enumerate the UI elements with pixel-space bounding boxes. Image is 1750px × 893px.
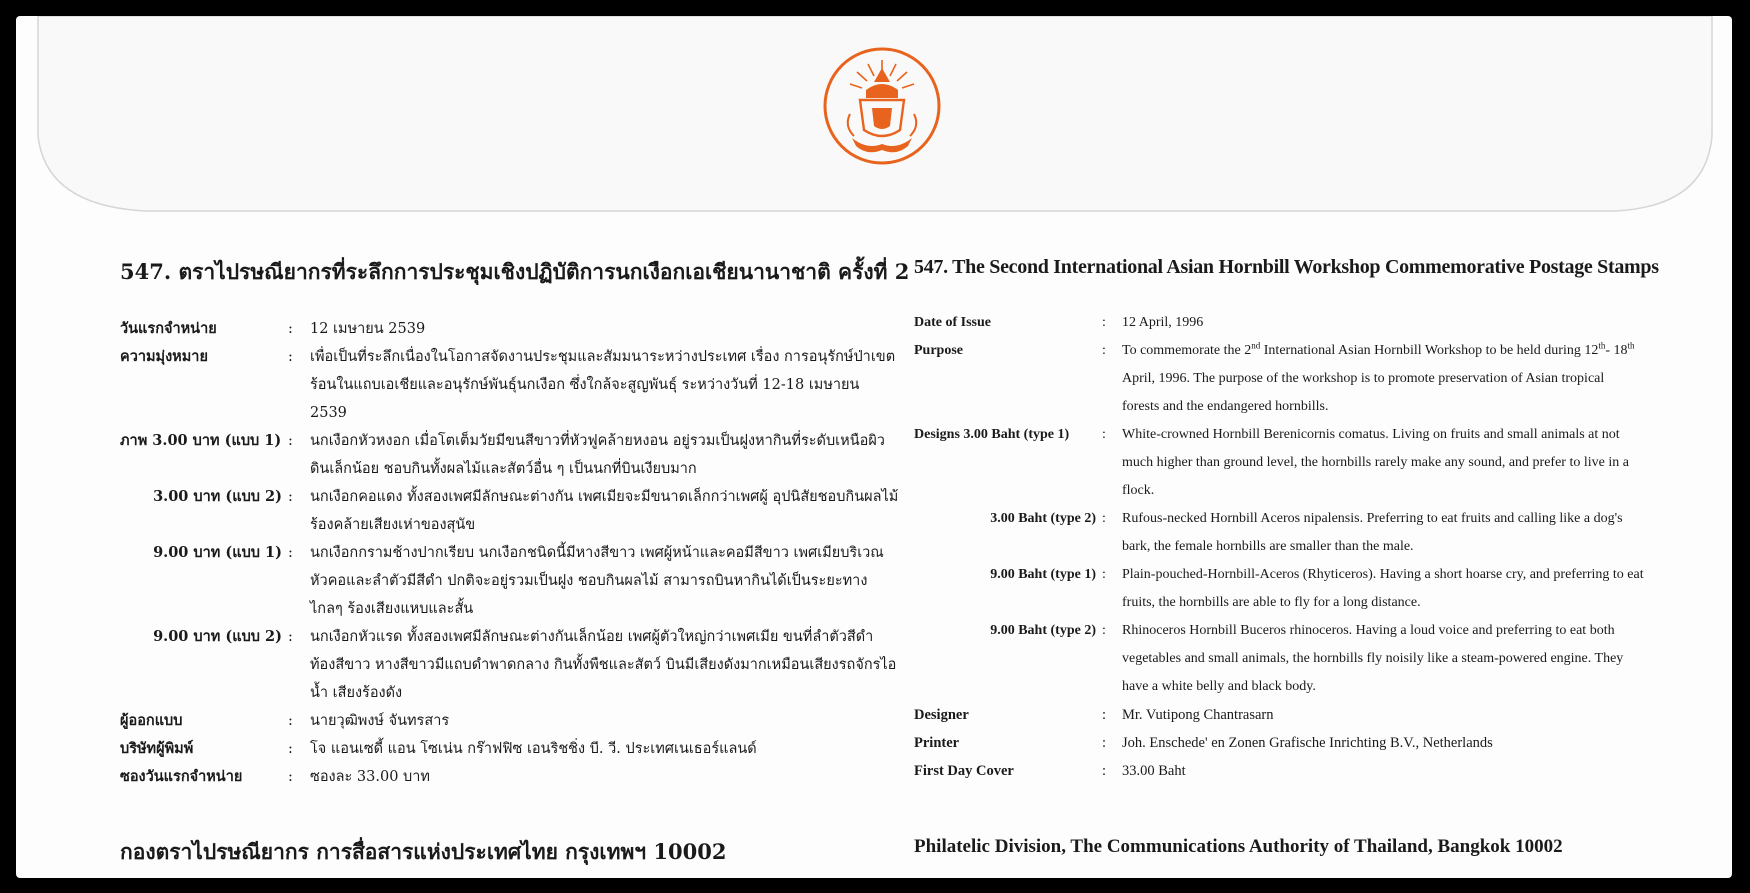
thai-row-designer <box>120 707 900 735</box>
thai-label: ซองวันแรกจำหน่าย <box>120 768 243 785</box>
en-value: 12 April, 1996 <box>1122 315 1204 330</box>
en-value: Rufous-necked Hornbill Aceros nipalensis. Preferring to eat fruits and calling like a dog's bark, the female hornbills are smaller than the male. <box>1122 511 1623 554</box>
thai-label: วันแรกจำหน่าย <box>120 320 217 337</box>
thai-value: โจ แอนเซดี้ แอน โซเน่น กร๊าฟฟิซ เอนริชชิ่ง บี. วี. ประเทศเนเธอร์แลนด์ <box>310 741 757 757</box>
en-label: Printer <box>914 735 960 751</box>
en-row-design-1 <box>914 421 1644 505</box>
thai-label: ผู้ออกแบบ <box>120 712 183 729</box>
english-footer: Philatelic Division, The Communications Authority of Thailand, Bangkok 10002 <box>914 836 1563 857</box>
colon: : <box>1102 343 1106 358</box>
purpose-text: International Asian Hornbill Workshop to be held during 12 <box>1260 343 1599 358</box>
thai-label: 9.00 บาท (แบบ 1) <box>153 544 282 561</box>
thai-label: บริษัทผู้พิมพ์ <box>120 740 194 757</box>
thai-value: ซองละ 33.00 บาท <box>310 769 430 785</box>
thai-row-design-1 <box>120 427 900 483</box>
colon: : <box>288 433 293 449</box>
royal-emblem-icon <box>822 46 942 166</box>
thai-value: นกเงือกหัวหงอก เมื่อโตเต็มวัยมีขนสีขาวที่หัวฟูคล้ายหงอน อยู่รวมเป็นฝูงหากินที่ระดับเหนือผิวดินเล็กน้อย ชอบกินทั้งผลไม้และสัตว์อื่น ๆ เป็นนกที่บินเงียบมาก <box>310 433 885 477</box>
en-row-fdc <box>914 757 1644 785</box>
thai-value: นายวุฒิพงษ์ จันทรสาร <box>310 713 450 729</box>
envelope-back <box>16 16 1732 878</box>
en-row-design-3 <box>914 561 1644 617</box>
en-label: 9.00 Baht (type 1) <box>990 567 1096 582</box>
purpose-sup: nd <box>1251 340 1261 351</box>
thai-row-purpose <box>120 343 900 427</box>
colon: : <box>1102 763 1107 779</box>
thai-row-design-3 <box>120 539 900 623</box>
colon: : <box>1102 315 1106 330</box>
thai-value: นกเงือกกรามช้างปากเรียบ นกเงือกชนิดนี้มีหางสีขาว เพศผู้หน้าและคอมีสีขาว เพศเมียบริเวณหัวคอและลำตัวมีสีดำ ปกติจะอยู่รวมเป็นฝูง ชอบกินผลไม้ สามารถบินหากินได้เป็นระยะทางไกลๆ ร้องเสียงแหบและสั้น <box>310 545 884 617</box>
en-value: Mr. Vutipong Chantrasarn <box>1122 707 1274 723</box>
en-value: 33.00 Baht <box>1122 763 1186 779</box>
thai-row-design-2 <box>120 483 900 539</box>
colon: : <box>1102 623 1106 638</box>
thai-row-issue-date <box>120 315 900 343</box>
colon: : <box>288 349 293 365</box>
purpose-text: April, 1996. The purpose of the workshop is to promote preservation of Asian tropical forests and the endangered hornbills. <box>1122 371 1605 414</box>
colon: : <box>1102 707 1107 723</box>
en-row-design-4 <box>914 617 1644 701</box>
thai-footer: กองตราไปรษณียากร การสื่อสารแห่งประเทศไทย กรุงเทพฯ 10002 <box>120 839 727 864</box>
en-value: Rhinoceros Hornbill Buceros rhinoceros. Having a loud voice and preferring to eat both vegetables and small animals, the hornbills fly noisily like a steam-powered engine. They have a white belly and black body. <box>1122 623 1624 694</box>
en-label: 3.00 Baht (type 2) <box>990 511 1096 526</box>
en-row-purpose <box>914 337 1644 421</box>
en-purpose-value <box>1122 337 1644 421</box>
colon: : <box>288 713 293 729</box>
purpose-sup: th <box>1598 340 1606 351</box>
colon: : <box>288 741 293 757</box>
en-label: 9.00 Baht (type 2) <box>990 623 1096 638</box>
thai-row-design-4 <box>120 623 900 707</box>
thai-row-fdc <box>120 763 900 791</box>
thai-row-printer <box>120 735 900 763</box>
colon: : <box>288 545 293 561</box>
colon: : <box>1102 511 1106 526</box>
en-label: Purpose <box>914 343 963 358</box>
en-row-printer <box>914 729 1644 757</box>
colon: : <box>1102 735 1107 751</box>
en-row-design-2 <box>914 505 1644 561</box>
purpose-sup: th <box>1627 340 1635 351</box>
en-value: Joh. Enschede' en Zonen Grafische Inrichting B.V., Netherlands <box>1122 735 1493 751</box>
thai-section <box>120 256 910 791</box>
thai-value: นกเงือกหัวแรด ทั้งสองเพศมีลักษณะต่างกันเล็กน้อย เพศผู้ตัวใหญ่กว่าเพศเมีย ขนที่ลำตัวสีดำ ท้องสีขาว หางสีขาวมีแถบดำพาดกลาง กินทั้งพืชและสัตว์ บินมีเสียงดังมากเหมือนเสียงรถจักรไอน้ำ เสียงร้องดัง <box>310 629 897 701</box>
thai-label: ภาพ 3.00 บาท (แบบ 1) <box>120 432 282 449</box>
en-value: White-crowned Hornbill Berenicornis comatus. Living on fruits and small animals at not much higher than ground level, the hornbills rarely make any sound, and prefer to live in a flock. <box>1122 427 1629 498</box>
thai-title: 547. ตราไปรษณียากรที่ระลึกการประชุมเชิงปฏิบัติการนกเงือกเอเชียนานาชาติ ครั้งที่ 2 <box>120 259 910 284</box>
thai-label: 3.00 บาท (แบบ 2) <box>153 488 282 505</box>
purpose-text: - 18 <box>1605 343 1628 358</box>
en-row-designer <box>914 701 1644 729</box>
thai-label: 9.00 บาท (แบบ 2) <box>153 628 282 645</box>
purpose-text: To commemorate the 2 <box>1122 343 1252 358</box>
colon: : <box>288 629 293 645</box>
thai-label: ความมุ่งหมาย <box>120 348 208 365</box>
en-label: First Day Cover <box>914 763 1014 779</box>
colon: : <box>288 321 293 337</box>
thai-value: เพื่อเป็นที่ระลึกเนื่องในโอกาสจัดงานประชุมและสัมมนาระหว่างประเทศ เรื่อง การอนุรักษ์ป่าเขตร้อนในแถบเอเชียและอนุรักษ์พันธุ์นกเงือก ซึ่งใกล้จะสูญพันธุ์ ระหว่างวันที่ 12-18 เมษายน 2539 <box>310 349 896 421</box>
english-title: 547. The Second International Asian Hornbill Workshop Commemorative Postage Stamps <box>914 256 1659 278</box>
en-label: Designer <box>914 707 969 723</box>
colon: : <box>288 769 293 785</box>
colon: : <box>1102 427 1106 442</box>
en-row-issue-date <box>914 309 1644 337</box>
en-value: Plain-pouched-Hornbill-Aceros (Rhyticeros). Having a short hoarse cry, and preferring to eat fruits, the hornbills are able to fly for a long distance. <box>1122 567 1644 610</box>
thai-value: 12 เมษายน 2539 <box>310 321 426 337</box>
en-label: Designs 3.00 Baht (type 1) <box>914 427 1070 442</box>
english-section <box>914 256 1659 785</box>
colon: : <box>288 489 293 505</box>
thai-value: นกเงือกคอแดง ทั้งสองเพศมีลักษณะต่างกัน เพศเมียจะมีขนาดเล็กกว่าเพศผู้ อุปนิสัยชอบกินผลไม้ ร้องคล้ายเสียงเห่าของสุนัข <box>310 489 899 533</box>
en-label: Date of Issue <box>914 315 991 330</box>
colon: : <box>1102 567 1106 582</box>
